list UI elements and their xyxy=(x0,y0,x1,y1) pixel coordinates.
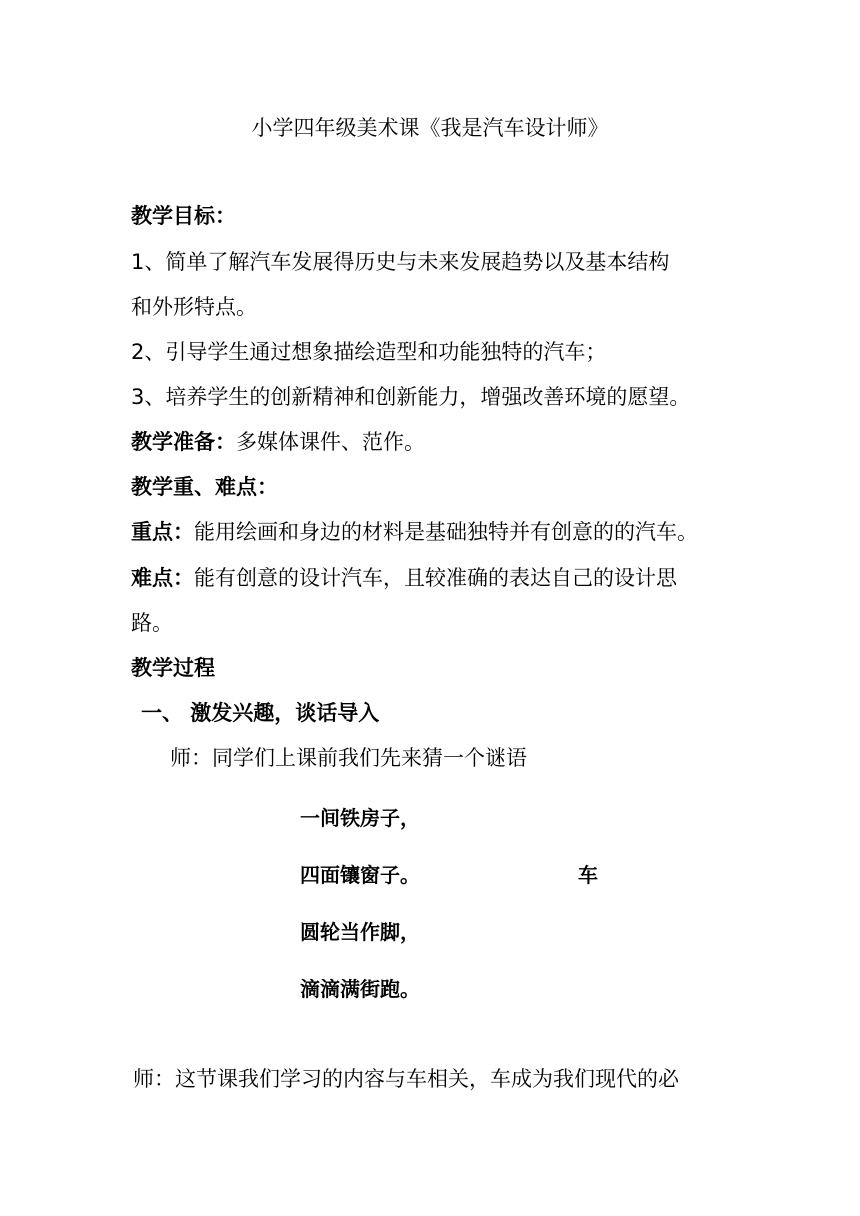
difficult-point-line xyxy=(131,563,677,593)
key-point-label: 重点： xyxy=(131,520,194,544)
riddle-line-3: 圆轮当作脚， xyxy=(300,920,420,944)
key-points-heading: 教学重、难点： xyxy=(131,475,278,499)
objective-item-2: 2、引导学生通过想象描绘造型和功能独特的汽车； xyxy=(131,340,607,364)
riddle-answer: 车 xyxy=(578,863,598,887)
objective-item-1-continued: 和外形特点。 xyxy=(131,295,257,319)
preparation-label: 教学准备： xyxy=(131,430,236,454)
key-point-line xyxy=(131,517,698,547)
key-point-text: 能用绘画和身边的材料是基础独特并有创意的的汽车。 xyxy=(194,520,698,544)
teacher-intro: 师：同学们上课前我们先来猜一个谜语 xyxy=(170,746,527,770)
difficult-point-continued: 路。 xyxy=(131,611,173,635)
section-1-heading: 一、 激发兴趣，谈话导入 xyxy=(141,701,380,725)
document-title: 小学四年级美术课《我是汽车设计师》 xyxy=(251,116,609,140)
riddle-line-4: 滴滴满街跑。 xyxy=(300,977,420,1001)
difficult-point-text: 能有创意的设计汽车，且较准确的表达自己的设计思 xyxy=(194,566,677,590)
teacher-next: 师：这节课我们学习的内容与车相关，车成为我们现代的必 xyxy=(133,1067,679,1091)
preparation-line xyxy=(131,427,425,457)
objective-item-1: 1、简单了解汽车发展得历史与未来发展趋势以及基本结构 xyxy=(131,250,670,274)
difficult-point-label: 难点： xyxy=(131,566,194,590)
objective-item-3: 3、培养学生的创新精神和创新能力，增强改善环境的愿望。 xyxy=(131,385,691,409)
riddle-line-1: 一间铁房子， xyxy=(300,806,420,830)
preparation-text: 多媒体课件、范作。 xyxy=(236,430,425,454)
process-heading: 教学过程 xyxy=(131,656,215,680)
objectives-heading: 教学目标： xyxy=(131,204,236,228)
riddle-line-2: 四面镶窗子。 xyxy=(300,863,420,887)
